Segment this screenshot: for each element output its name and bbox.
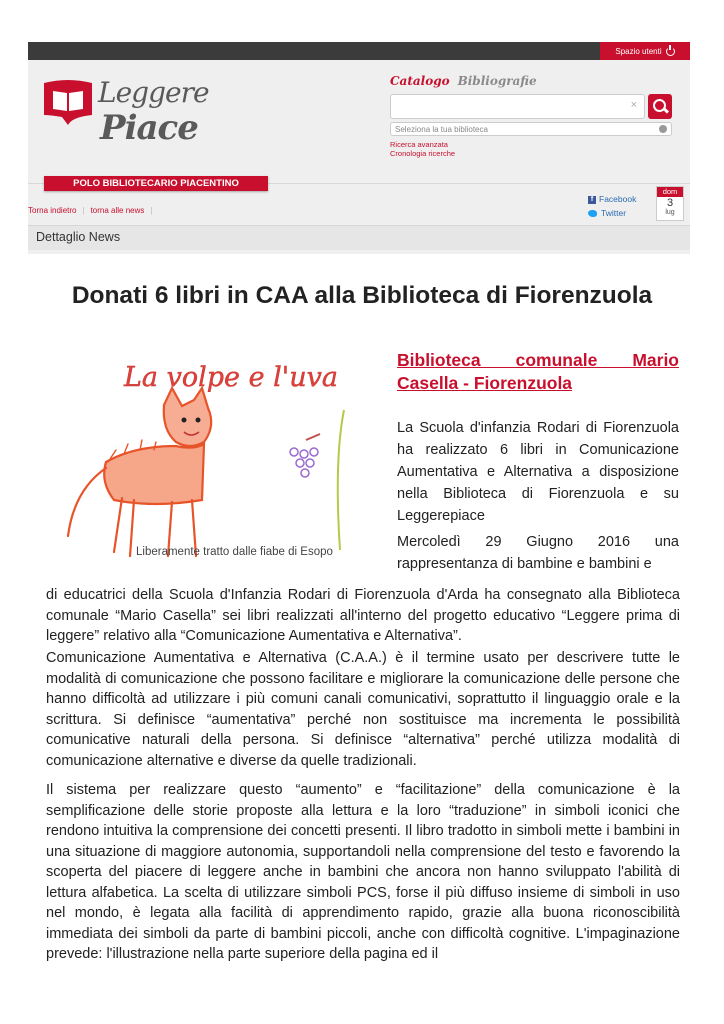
power-icon [666,47,675,56]
paragraph-2: Comunicazione Aumentativa e Alternativa (C.A.A.) è il termine usato per descrivere tutte le modalità di comunicazione che possono facilitare e migliorare la comunicazione delle persone che hanno difficoltà ad utilizzare i più comuni canali comunicativi, soprattutto il linguaggio orale e la scrittura. Si definisce “aumentativa” perché non sostituisce ma incrementa le possibilità comunicative naturali della persona. Si definisce “alternativa” perché utilizza modalità di comunicazione alternative e diverse da quelle tradizionali. [46,650,680,769]
library-select-label: Seleziona la tua biblioteca [395,125,488,134]
separator: | [82,206,85,215]
article-intro: La Scuola d'infanzia Rodari di Fiorenzuola ha realizzato 6 libri in Comunicazione Aumentativa e Alternativa a disposizione nella Biblioteca di Fiorenzuola e su Leggerepiace [397,420,679,524]
user-area-label: Spazio utenti [615,46,662,56]
illustration-title: La volpe e l'uva [124,362,338,393]
catalog-search [390,74,678,158]
news-link[interactable]: torna alle news [90,206,145,215]
search-button[interactable] [648,94,672,119]
facebook-label: Facebook [599,194,637,204]
logo-text-line2: Piace [100,108,198,148]
user-area-button[interactable] [600,42,690,60]
date-weekday: dom [657,187,683,197]
grapes-drawing [290,410,344,550]
tab-bibliografie[interactable]: Bibliografie [457,74,537,88]
library-title-link[interactable]: Biblioteca comunale Mario Casella - Fiorenzuola [397,350,679,393]
date-badge [656,186,684,221]
advanced-search-link[interactable]: Ricerca avanzata [390,140,448,149]
fox-drawing [68,388,211,556]
paragraph-1-start: Mercoledì 29 Giugno 2016 una rappresentanza di bambine e bambini e [397,534,679,572]
fox-eye [182,418,187,423]
polo-banner: POLO BIBLIOTECARIO PIACENTINO [44,176,268,191]
facebook-link[interactable] [588,192,636,206]
back-link[interactable]: Torna indietro [28,206,77,215]
twitter-icon [588,210,597,217]
search-icon-handle [663,107,669,113]
tab-catalogo[interactable]: Catalogo [390,74,450,88]
section-bar [28,225,690,250]
logo-text-line1: Leggere [98,76,209,109]
facebook-icon: f [588,196,596,204]
date-month: lug [665,209,675,216]
fox-eye [196,418,201,423]
paragraph-1-continued: di educatrici della Scuola d'Infanzia Rodari di Fiorenzuola d'Arda ha consegnato alla Biblioteca comunale “Mario Casella” sei libri realizzati all'interno del progetto educativo “Leggere prima di leggere” relativo alla “Comunicazione Aumentativa e Alternativa”. [46,587,680,644]
library-select[interactable] [390,122,672,136]
site-logo[interactable] [42,74,212,154]
article-title: Donati 6 libri in CAA alla Biblioteca di Fiorenzuola [71,282,653,309]
date-day: 3 [666,197,674,209]
twitter-label: Twitter [601,208,627,218]
article-illustration [44,350,364,566]
search-input[interactable] [390,94,645,119]
catalog-tabs [390,74,678,88]
article-side-column [397,349,679,575]
social-links [588,192,636,220]
breadcrumb [28,206,152,215]
book-logo-icon [42,79,94,127]
section-title: Dettaglio News [36,230,121,244]
site-header [28,42,690,254]
search-history-link[interactable]: Cronologia ricerche [390,149,456,158]
separator: | [150,206,153,215]
chevron-down-icon [659,125,667,133]
paragraph-3: Il sistema per realizzare questo “aumento” e “facilitazione” della comunicazione è la semplificazione delle storie proposte alla lettura e la loro “traduzione” in simboli iconici che rendono intuitiva la comprensione dei concetti presenti. Il libro tradotto in simboli mette i bambini in una situazione di maggiore autonomia, supportandoli nella comprensione del testo e favorendo la scoperta del piacere di leggere anche in bambini che ancora non hanno sviluppato l'abilità di lettura alfabetica. La scelta di utilizzare simboli PCS, forse il più diffuso insieme di simboli in uso nel mondo, è legata alla facilità di apprendimento rapido, grazie alla buona riconoscibilità immediata dei simboli da parte di bambini piccoli, anche con difficoltà cognitive. L'impaginazione prevede: l'illustrazione nella parte superiore della pagina ed il [46,782,680,962]
top-bar [28,42,690,60]
illustration-caption: Liberamente tratto dalle fiabe di Esopo [136,546,333,558]
twitter-link[interactable] [588,206,636,220]
clear-icon[interactable]: × [630,99,637,111]
